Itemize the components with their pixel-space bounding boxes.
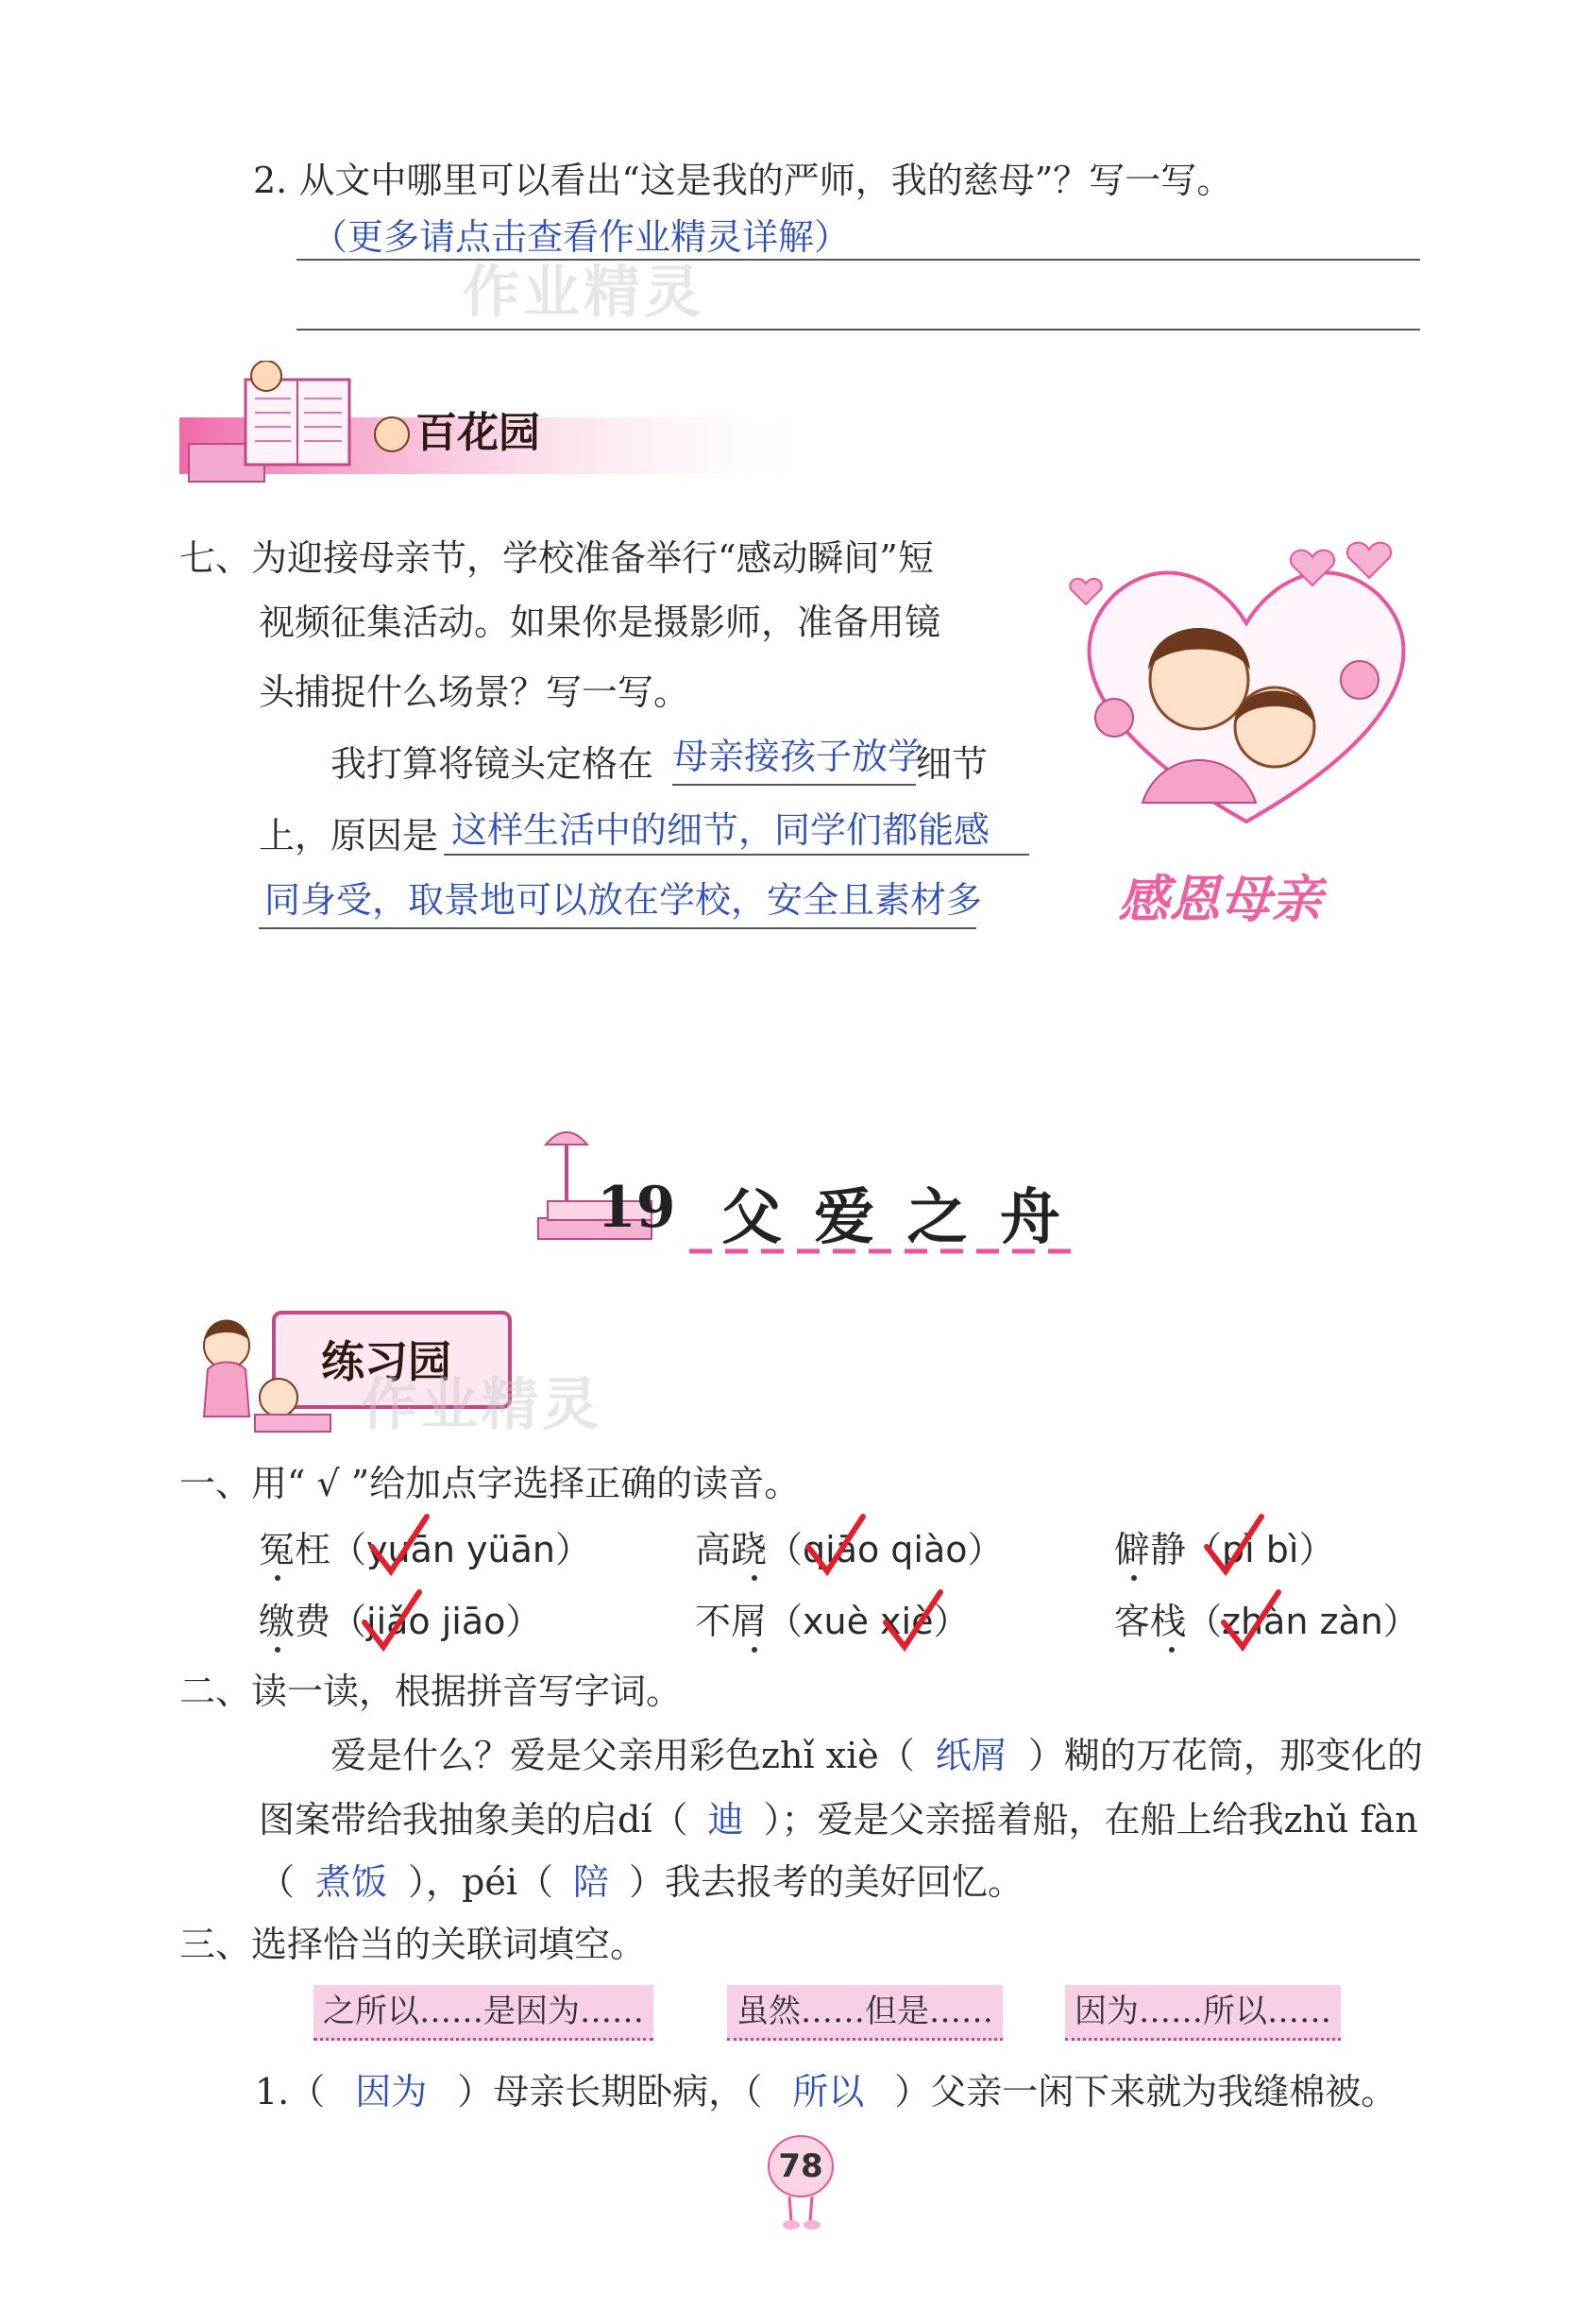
q7-prompt-b: 细节 (916, 743, 989, 785)
q2-line3: （ 煮饭 ），péi（ 陪 ）我去报考的美好回忆。 (259, 1861, 1024, 1903)
q7-blank-c2 (259, 927, 976, 929)
q7-answer-c1: 这样生活中的细节，同学们都能感 (451, 809, 990, 851)
watermark-text-2: 作业精灵 (361, 1372, 602, 1438)
emphasis-dot (1131, 1575, 1137, 1581)
q7-answer-a: 母亲接孩子放学 (672, 736, 924, 777)
q2-answer-1: 纸屑 (935, 1735, 1007, 1776)
q3-answer-1: 因为 (355, 2071, 428, 2112)
q2-heading: 二、读一读，根据拼音写字词。 (179, 1671, 683, 1712)
mother-child-illustration (1058, 538, 1435, 897)
answer-line-2 (296, 329, 1420, 331)
q3-answer-2: 所以 (792, 2071, 865, 2112)
q1-item-3: 僻静（pì bì） (1114, 1529, 1335, 1570)
q1-item-1: 冤枉（yuān yüān） (259, 1529, 591, 1570)
q1-item-5: 不屑（xuè xiè） (695, 1601, 970, 1642)
q2-answer-4: 陪 (572, 1861, 609, 1903)
q7-line1: 七、为迎接母亲节，学校准备举行“感动瞬间”短 (179, 537, 934, 579)
q2-line1: 爱是什么？爱是父亲用彩色zhǐ xiè（ 纸屑 ）糊的万花筒，那变化的 (330, 1735, 1423, 1776)
keyword-box-2: 虽然……但是…… (727, 1985, 1003, 2041)
q2-answer-2: 迪 (707, 1799, 744, 1841)
checkmark-icon (359, 1588, 425, 1654)
keyword-box-3: 因为……所以…… (1065, 1985, 1341, 2041)
q7-prompt-a: 我打算将镜头定格在 (330, 743, 654, 785)
checkmark-icon (880, 1588, 946, 1654)
q1-item-4: 缴费（jiǎo jiāo） (259, 1601, 542, 1642)
q7-line2: 视频征集活动。如果你是摄影师，准备用镜 (259, 602, 941, 643)
lianxiyuan-title: 练习园 (321, 1336, 451, 1387)
q7-blank-a (672, 784, 916, 786)
q2-answer-3: 煮饭 (315, 1861, 388, 1903)
emphasis-dot (275, 1647, 280, 1653)
checkmark-icon (1201, 1513, 1267, 1579)
checkmark-icon (803, 1513, 869, 1579)
checkmark-icon (1218, 1588, 1284, 1654)
page-number: 78 (778, 2147, 823, 2185)
q7-answer-c2: 同身受，取景地可以放在学校，安全且素材多 (264, 879, 983, 921)
keyword-box-1: 之所以……是因为…… (313, 1985, 653, 2041)
q7-blank-c1 (444, 854, 1029, 856)
q1-item-2: 高跷（qiāo qiào） (695, 1529, 1004, 1570)
emphasis-dot (1169, 1647, 1175, 1653)
checkmark-icon (366, 1513, 432, 1579)
illustration-caption: 感恩母亲 (1118, 870, 1322, 929)
q7-prompt-c: 上，原因是 (259, 815, 439, 857)
baihuayuan-title: 百花园 (415, 409, 540, 457)
emphasis-dot (752, 1647, 757, 1653)
watermark-text: 作业精灵 (463, 260, 704, 326)
q2-line2: 图案带给我抽象美的启dí（ 迪 ）；爱是父亲摇着船，在船上给我zhǔ fàn (259, 1799, 1418, 1841)
emphasis-dot (275, 1575, 280, 1581)
q3-heading: 三、选择恰当的关联词填空。 (179, 1924, 647, 1965)
emphasis-dot (752, 1575, 757, 1581)
answer-hint-link[interactable]: （更多请点击查看作业精灵详解） (312, 216, 851, 258)
q7-line3: 头捕捉什么场景？写一写。 (259, 671, 690, 713)
heart-illustration-icon (1058, 538, 1435, 897)
q3-sentence-1: 1.（ 因为 ）母亲长期卧病，（ 所以 ）父亲一闲下来就为我缝棉被。 (255, 2071, 1397, 2112)
lesson-number: 19 (597, 1175, 676, 1241)
q1-item-6: 客栈（zhàn zàn） (1114, 1601, 1419, 1642)
lesson-title: 父 爱 之 舟 (721, 1182, 1066, 1253)
question-2: 2. 从文中哪里可以看出“这是我的严师，我的慈母”？写一写。 (253, 160, 1233, 201)
q1-heading: 一、用“ √ ”给加点字选择正确的读音。 (179, 1463, 801, 1504)
